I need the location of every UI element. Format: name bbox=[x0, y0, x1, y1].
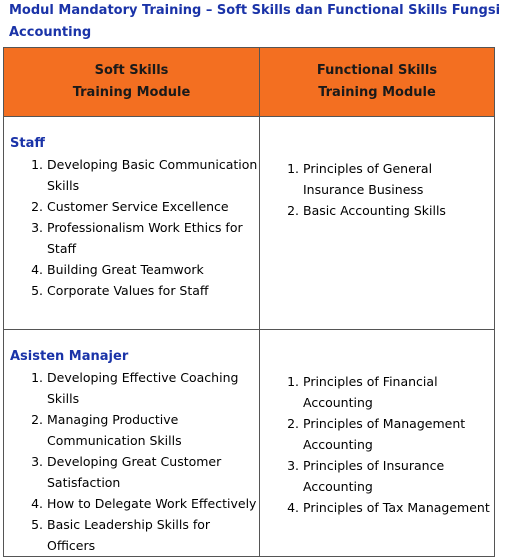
table-row-staff bbox=[4, 117, 495, 330]
section-title-staff: Staff bbox=[10, 136, 45, 151]
list-item: 3. Developing Great Customer Satisfaction bbox=[47, 451, 259, 493]
list-item: 3. Principles of Insurance Accounting bbox=[303, 455, 494, 497]
table-header-row bbox=[4, 48, 495, 117]
staff-soft-skills-cell bbox=[4, 117, 260, 330]
list-item: 4. Principles of Tax Management bbox=[303, 497, 494, 518]
list-item: 3. Professionalism Work Ethics for Staff bbox=[47, 217, 259, 259]
asisten-manajer-functional-skills-list bbox=[260, 371, 494, 518]
list-item: 2. Managing Productive Communication Skills bbox=[47, 409, 259, 451]
list-item: 2. Basic Accounting Skills bbox=[303, 200, 494, 221]
list-item: 1. Developing Effective Coaching Skills bbox=[47, 367, 259, 409]
section-title-asisten-manajer: Asisten Manajer bbox=[10, 349, 129, 364]
staff-functional-skills-cell bbox=[260, 117, 495, 330]
header-functional-skills-line1: Functional Skills bbox=[316, 63, 438, 78]
list-item: 4. How to Delegate Work Effectively bbox=[47, 493, 259, 514]
training-module-table bbox=[3, 47, 495, 557]
list-item: 2. Principles of Management Accounting bbox=[303, 413, 494, 455]
list-item: 1. Developing Basic Communication Skills bbox=[47, 154, 259, 196]
list-item: 5. Corporate Values for Staff bbox=[47, 280, 259, 301]
header-soft-skills-line1: Soft Skills bbox=[94, 63, 169, 78]
staff-soft-skills-list bbox=[4, 154, 259, 301]
header-functional-skills bbox=[260, 48, 495, 117]
asisten-manajer-soft-skills-cell bbox=[4, 330, 260, 557]
list-item: 1. Principles of Financial Accounting bbox=[303, 371, 494, 413]
staff-functional-skills-list bbox=[260, 158, 494, 221]
list-item: 4. Building Great Teamwork bbox=[47, 259, 259, 280]
header-soft-skills bbox=[4, 48, 260, 117]
table-row-asisten-manajer bbox=[4, 330, 495, 557]
header-functional-skills-line2: Training Module bbox=[318, 85, 436, 100]
asisten-manajer-soft-skills-list bbox=[4, 367, 259, 556]
header-soft-skills-line2: Training Module bbox=[72, 85, 191, 100]
list-item: 2. Customer Service Excellence bbox=[47, 196, 259, 217]
list-item: 1. Principles of General Insurance Business bbox=[303, 158, 494, 200]
asisten-manajer-functional-skills-cell bbox=[260, 330, 495, 557]
list-item: 5. Basic Leadership Skills for Officers bbox=[47, 514, 259, 556]
document-title: Modul Mandatory Training – Soft Skills dan Functional Skills Fungsi Accounting bbox=[9, 3, 501, 40]
